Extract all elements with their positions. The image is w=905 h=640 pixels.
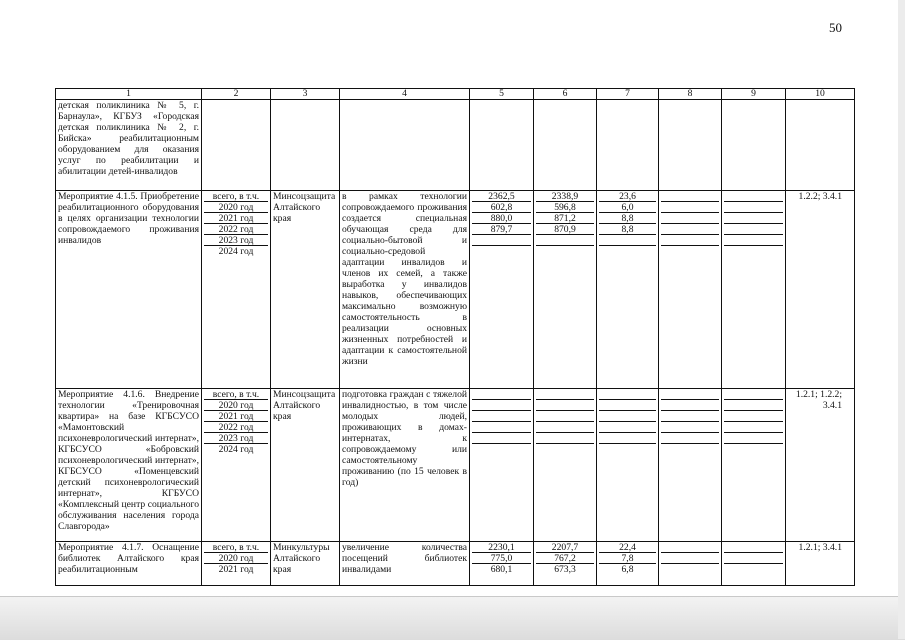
value [724,411,783,422]
value [724,389,783,400]
value [472,422,531,433]
activity-name: Мероприятие 4.1.7. Оснащение библиотек Алтайского края реабилитационным [56,542,202,586]
header-col-3: 3 [271,89,340,100]
value [661,202,719,213]
value [536,246,594,257]
value: 8,8 [599,224,656,235]
other-funding-cell [722,389,786,542]
description-cell [340,100,470,191]
total-funding-cell [470,100,534,191]
other-funding-cell [722,100,786,191]
description-cell: в рамках технологии сопровождаемого проживания создается специальная обучающая среда для социально-бытовой и социально-средовой адаптации инвалидов и членов их семей, а также выработка у инвалидов навыков, обеспечивающих максимально возможную самостоятельность в реализации основных жизненных потребностей и адаптации к самостоятельной жизни [340,191,470,389]
value: 596,8 [536,202,594,213]
value [599,400,656,411]
value [724,444,783,455]
value [724,553,783,564]
value: 879,7 [472,224,531,235]
value [472,433,531,444]
total-funding-cell [470,542,534,586]
value [661,191,719,202]
executor-cell: Минкультуры Алтайского края [271,542,340,586]
value: 880,0 [472,213,531,224]
regional-funding-cell [597,542,659,586]
value [661,224,719,235]
table-row [56,100,855,191]
value: 775,0 [472,553,531,564]
value: 602,8 [472,202,531,213]
budget-funding-cell [534,100,597,191]
value: 2338,9 [536,191,594,202]
value: 2362,5 [472,191,531,202]
year-label: 2020 год [204,400,268,411]
value [536,422,594,433]
value [661,422,719,433]
value [599,444,656,455]
regional-funding-cell [597,191,659,389]
value: 6,8 [621,564,634,575]
value: 2230,1 [472,542,531,553]
value [661,400,719,411]
year-label: 2024 год [218,246,254,257]
year-label: 2021 год [218,564,254,575]
indicators-cell: 1.2.2; 3.4.1 [786,191,855,389]
value [661,553,719,564]
value [536,235,594,246]
year-label: 2024 год [218,444,254,455]
value [724,564,783,575]
value [536,433,594,444]
value [536,411,594,422]
budget-funding-cell [534,191,597,389]
value [724,433,783,444]
scan-background-strip [0,596,905,640]
scan-edge-strip [898,0,905,639]
year-label: всего, в т.ч. [204,389,268,400]
value [661,389,719,400]
local-funding-cell [659,191,722,389]
value [599,246,656,257]
total-funding-cell [470,191,534,389]
value [472,411,531,422]
header-col-7: 7 [597,89,659,100]
value [661,542,719,553]
local-funding-cell [659,542,722,586]
activity-name: детская поликлиника № 5, г. Барнаула», КГБУЗ «Городская детская поликлиника № 2, г. Бийска» реабилитационным оборудованием для оказания услуг по реабилитации и абилитации детей-инвалидов [56,100,202,191]
value: 2207,7 [536,542,594,553]
value: 871,2 [536,213,594,224]
value [724,191,783,202]
description-cell: увеличение количества посещений библиотек инвалидами [340,542,470,586]
indicators-cell: 1.2.1; 1.2.2; 3.4.1 [786,389,855,542]
value: 23,6 [599,191,656,202]
year-label: 2021 год [204,213,268,224]
value [599,235,656,246]
header-col-4: 4 [340,89,470,100]
value [472,400,531,411]
year-label: всего, в т.ч. [204,542,268,553]
value [599,433,656,444]
budget-funding-cell [534,542,597,586]
description-cell: подготовка граждан с тяжелой инвалидностью, в том числе молодых людей, проживающих в домах-интернатах, к сопровождаемому или самостоятельному проживанию (по 15 человек в год) [340,389,470,542]
year-label: 2020 год [204,202,268,213]
value [724,202,783,213]
value [536,444,594,455]
program-activities-table [55,88,855,586]
value: 870,9 [536,224,594,235]
local-funding-cell [659,100,722,191]
value [724,246,783,257]
total-funding-cell [470,389,534,542]
value [661,213,719,224]
value [724,235,783,246]
header-col-8: 8 [659,89,722,100]
value [661,433,719,444]
value [661,246,719,257]
header-col-2: 2 [202,89,271,100]
value: 767,2 [536,553,594,564]
value: 7,8 [599,553,656,564]
executor-cell: Минсоцзащита Алтайского края [271,389,340,542]
year-label: 2021 год [204,411,268,422]
header-row [56,89,855,100]
page-number: 50 [829,20,842,35]
other-funding-cell [722,191,786,389]
year-label: 2023 год [204,433,268,444]
year-label: 2023 год [204,235,268,246]
executor-cell [271,100,340,191]
value [472,444,531,455]
header-col-10: 10 [786,89,855,100]
years-cell [202,191,271,389]
value [724,422,783,433]
regional-funding-cell [597,389,659,542]
table-row [56,191,855,389]
value [472,235,531,246]
local-funding-cell [659,389,722,542]
years-cell [202,100,271,191]
value [661,235,719,246]
header-col-5: 5 [470,89,534,100]
other-funding-cell [722,542,786,586]
year-label: 2022 год [204,224,268,235]
value [724,542,783,553]
year-label: 2022 год [204,422,268,433]
value: 6,0 [599,202,656,213]
executor-cell: Минсоцзащита Алтайского края [271,191,340,389]
value [724,400,783,411]
value: 8,8 [599,213,656,224]
regional-funding-cell [597,100,659,191]
value [599,422,656,433]
value: 680,1 [490,564,513,575]
header-col-1: 1 [56,89,202,100]
activity-name: Мероприятие 4.1.6. Внедрение технологии «Тренировочная квартира» на базе КГБСУСО «Мамонтовский психоневрологический интернат», КГБСУСО «Бобровский психоневрологический интернат», КГБСУСО «Поменцевский детский психоневрологический интернат», КГБУСО «Комплексный центр социального обслуживания населения города Славгорода» [56,389,202,542]
value [472,246,531,257]
value [599,411,656,422]
years-cell [202,389,271,542]
year-label: всего, в т.ч. [204,191,268,202]
value [661,444,719,455]
value [472,389,531,400]
activity-name: Мероприятие 4.1.5. Приобретение реабилитационного оборудования в целях организации технологии сопровождаемого проживания инвалидов [56,191,202,389]
table-row [56,389,855,542]
value [536,400,594,411]
year-label: 2020 год [204,553,268,564]
value [661,411,719,422]
indicators-cell [786,100,855,191]
value [724,224,783,235]
value: 22,4 [599,542,656,553]
header-col-6: 6 [534,89,597,100]
years-cell [202,542,271,586]
value [599,389,656,400]
budget-funding-cell [534,389,597,542]
table-row [56,542,855,586]
value: 673,3 [554,564,576,575]
value [724,213,783,224]
value [536,389,594,400]
indicators-cell: 1.2.1; 3.4.1 [786,542,855,586]
header-col-9: 9 [722,89,786,100]
value [661,564,719,575]
